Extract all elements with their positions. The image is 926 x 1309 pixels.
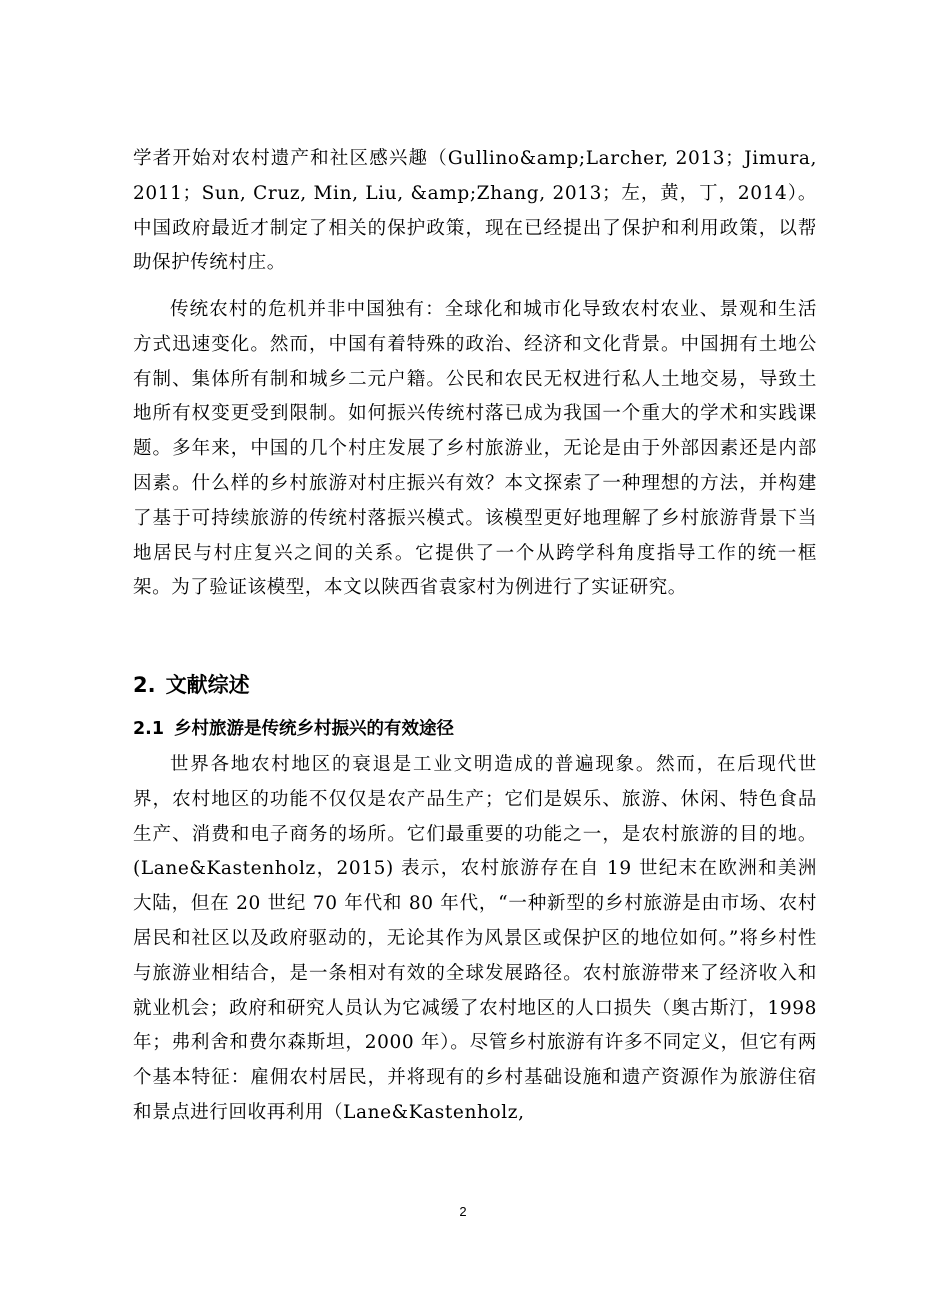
subsection-title: 乡村旅游是传统乡村振兴的有效途径 (174, 719, 455, 739)
section-title: 文献综述 (165, 673, 250, 697)
section-number: 2. (133, 673, 156, 697)
paragraph-continued (133, 142, 817, 281)
paragraph-text: 传统农村的危机并非中国独有：全球化和城市化导致农村农业、景观和生活方式迅速变化。然而，中国有着特殊的政治、经济和文化背景。中国拥有土地公有制、集体所有制和城乡二元户籍。公民和农民无权进行私人土地交易，导致土地所有权变更受到限制。如何振兴传统村落已成为我国一个重大的学术和实践课题。多年来，中国的几个村庄发展了乡村旅游业，无论是由于外部因素还是内部因素。什么样的乡村旅游对村庄振兴有效？本文探索了一种理想的方法，并构建了基于可持续旅游的传统村落振兴模式。该模型更好地理解了乡村旅游背景下当地居民与村庄复兴之间的关系。它提供了一个从跨学科角度指导工作的统一框架。为了验证该模型，本文以陕西省袁家村为例进行了实证研究。 (133, 299, 817, 599)
section-heading (133, 668, 250, 702)
paragraph-text: 世界各地农村地区的衰退是工业文明造成的普遍现象。然而，在后现代世界，农村地区的功能不仅仅是农产品生产；它们是娱乐、旅游、休闲、特色食品生产、消费和电子商务的场所。它们最重要的功能之一，是农村旅游的目的地。(Lane&Kastenholz，2015) 表示，农村旅游存在自 19 世纪末在欧洲和美洲大陆，但在 20 世纪 70 年代和 80 年代，“一种新型的乡村旅游是由市场、农村居民和社区以及政府驱动的，无论其作为风景区或保护区的地位如何。”将乡村性与旅游业相结合，是一条相对有效的全球发展路径。农村旅游带来了经济收入和就业机会；政府和研究人员认为它减缓了农村地区的人口损失（奥古斯汀，1998 年；弗利舍和费尔森斯坦，2000 年）。尽管乡村旅游有许多不同定义，但它有两个基本特征：雇佣农村居民，并将现有的乡村基础设施和遗产资源作为旅游住宿和景点进行回收再利用（Lane&Kastenholz, (133, 754, 817, 1123)
subsection-number: 2.1 (133, 719, 165, 739)
paragraph-rural-tourism (133, 748, 817, 1131)
paragraph-crisis (133, 293, 817, 606)
subsection-heading (133, 713, 454, 745)
page-number: 2 (459, 1204, 467, 1219)
paragraph-text: 学者开始对农村遗产和社区感兴趣（Gullino&amp;Larcher, 2013；Jimura, 2011；Sun, Cruz, Min, Liu, &amp;Zhang, 2013；左，黄，丁，2014）。中国政府最近才制定了相关的保护政策，现在已经提出了保护和利用政策，以帮助保护传统村庄。 (133, 148, 817, 274)
